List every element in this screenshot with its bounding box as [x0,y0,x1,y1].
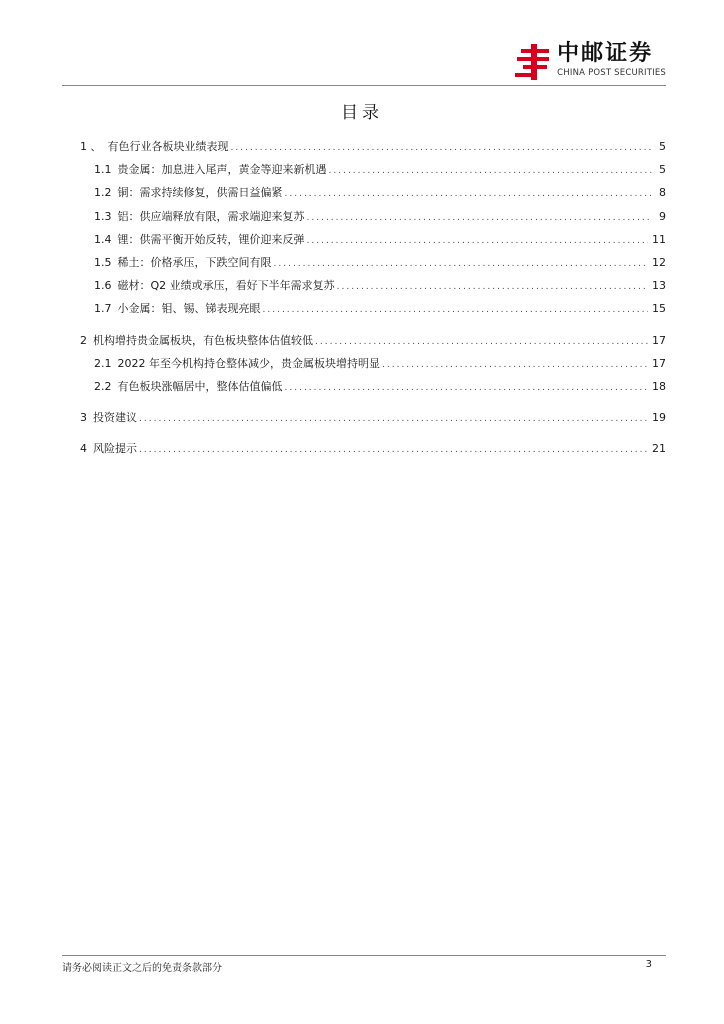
toc-entry-title: 风险提示 [93,442,137,456]
toc-entry-number: 4 [80,442,87,456]
toc-entry-page: 8 [659,186,666,200]
toc-entry[interactable] [80,378,666,401]
toc-entry-page: 13 [652,279,666,293]
footer-disclaimer: 请务必阅读正文之后的免责条款部分 [62,963,222,974]
toc-entry-number: 1.7 [94,302,112,316]
toc-entry-number: 2 [80,333,87,347]
toc-entry-title: 磁材：Q2 业绩或承压，看好下半年需求复苏 [117,279,335,293]
toc-entry[interactable] [80,231,666,254]
toc-leader-dots [231,143,653,153]
toc-entry[interactable] [80,409,666,432]
toc-entry-number: 1 、 [80,140,102,153]
toc-entry-number: 2.1 [94,356,112,370]
toc-entry-number: 3 [80,411,87,425]
toc-entry-page: 12 [652,255,666,269]
china-post-logo-icon [515,44,551,80]
toc-leader-dots [329,166,653,176]
toc-entry-title: 铝：供应端释放有限，需求端迎来复苏 [117,209,305,223]
toc-leader-dots [274,259,649,269]
toc-entry-page: 5 [659,140,666,153]
toc-leader-dots [139,414,648,424]
toc-entry-number: 1.2 [94,186,112,200]
toc-entry[interactable] [80,208,666,231]
toc-entry-title: 投资建议 [93,411,137,425]
toc-entry-number: 1.5 [94,255,112,269]
toc-leader-dots [315,337,648,347]
toc-entry-title: 有色板块涨幅居中，整体估值偏低 [117,379,283,393]
toc-entry-number: 1.3 [94,209,112,223]
toc-entry-number: 1.6 [94,279,112,293]
toc-entry[interactable] [80,300,666,323]
logo-chinese-name: 中邮证券 [557,41,654,66]
toc-entry-page: 21 [652,442,666,456]
toc-entry-page: 19 [652,411,666,425]
toc-entry-page: 17 [652,333,666,347]
company-logo [515,42,666,82]
toc-entry[interactable] [80,355,666,378]
toc-entry-title: 2022 年至今机构持仓整体减少，贵金属板块增持明显 [117,356,380,370]
toc-entry-title: 小金属：钼、锡、锑表现亮眼 [117,302,261,316]
toc-leader-dots [285,383,649,393]
table-of-contents [80,138,666,463]
footer-divider [62,955,666,956]
toc-entry[interactable] [80,161,666,184]
toc-entry-page: 15 [652,302,666,316]
toc-entry-page: 11 [652,232,666,246]
page-header [62,36,666,86]
toc-entry-title: 铜：需求持续修复，供需日益偏紧 [117,186,283,200]
toc-entry-page: 18 [652,379,666,393]
toc-entry[interactable] [80,254,666,277]
toc-entry-page: 9 [659,209,666,223]
header-divider [62,85,666,86]
toc-entry-number: 1.4 [94,232,112,246]
footer-page-number: 3 [645,959,652,970]
toc-entry-title: 有色行业各板块业绩表现 [107,140,229,153]
logo-english-name: CHINA POST SECURITIES [557,68,666,78]
toc-entry[interactable] [80,332,666,355]
toc-leader-dots [307,213,653,223]
toc-entry-page: 17 [652,356,666,370]
toc-entry[interactable] [80,138,666,161]
toc-leader-dots [337,282,648,292]
toc-entry[interactable] [80,277,666,300]
toc-entry-title: 机构增持贵金属板块，有色板块整体估值较低 [93,333,313,347]
toc-leader-dots [285,189,653,199]
toc-entry[interactable] [80,184,666,207]
toc-leader-dots [382,360,648,370]
toc-leader-dots [139,445,648,455]
toc-entry-number: 1.1 [94,163,112,177]
toc-leader-dots [263,305,649,315]
toc-title: 目录 [341,103,383,123]
toc-entry-title: 锂：供需平衡开始反转，锂价迎来反弹 [117,232,305,246]
toc-leader-dots [307,236,649,246]
toc-entry[interactable] [80,440,666,463]
toc-entry-number: 2.2 [94,379,112,393]
toc-entry-title: 稀土：价格承压，下跌空间有限 [117,255,272,269]
toc-entry-page: 5 [659,163,666,177]
toc-entry-title: 贵金属：加息进入尾声，黄金等迎来新机遇 [117,163,327,177]
